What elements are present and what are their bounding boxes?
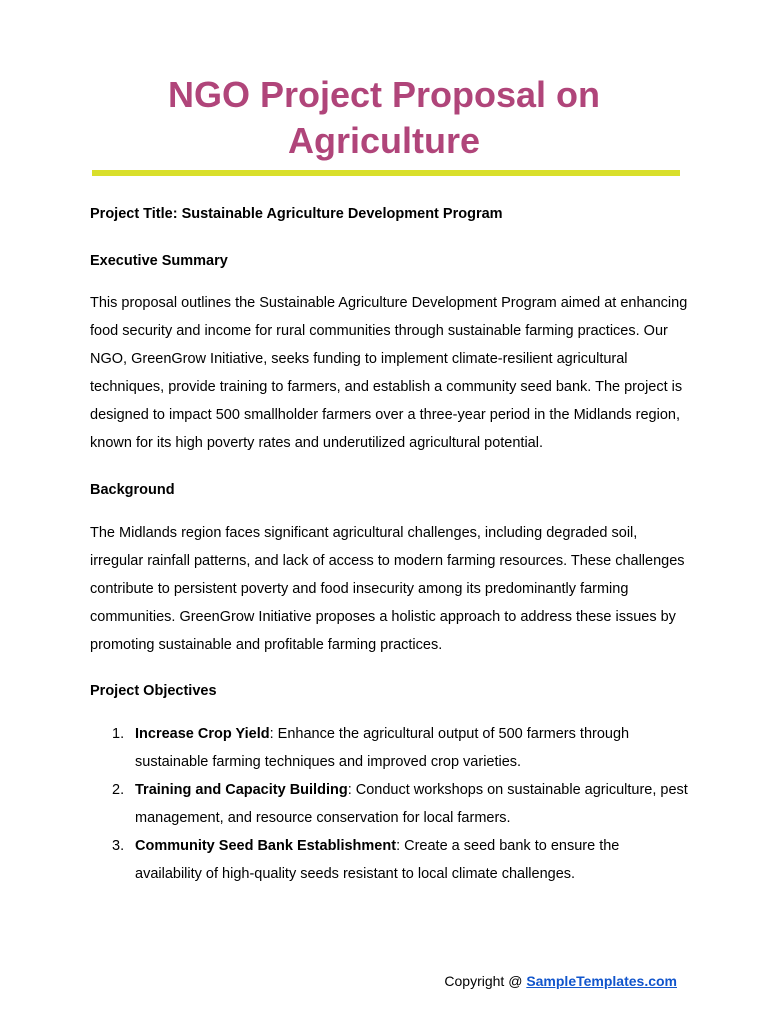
objective-number: 1.	[112, 726, 125, 742]
objective-number: 3.	[112, 838, 125, 854]
sampletemplates-link[interactable]: SampleTemplates.com	[526, 973, 677, 989]
executive-summary-heading: Executive Summary	[90, 253, 228, 269]
objectives-list	[90, 720, 690, 888]
title-divider	[92, 170, 680, 176]
objective-name: Increase Crop Yield	[135, 726, 270, 742]
project-title: Project Title: Sustainable Agriculture Development Program	[90, 206, 503, 222]
objective-name: Training and Capacity Building	[135, 782, 348, 798]
objective-item	[90, 720, 690, 776]
objective-text: : Enhance the agricultural output of 500 farmers through sustainable farming techniques and improved crop varieties.	[135, 726, 630, 770]
background-text: The Midlands region faces significant agricultural challenges, including degraded soil, irregular rainfall patterns, and lack of access to modern farming resources. These challenges contribute to persistent poverty and food insecurity among its predominantly farming communities. GreenGrow Initiative proposes a holistic approach to address these issues by promoting sustainable and profitable farming practices.	[90, 525, 685, 653]
objective-text: : Conduct workshops on sustainable agriculture, pest management, and resource conservation for local farmers.	[135, 782, 688, 826]
objective-text: : Create a seed bank to ensure the availability of high-quality seeds resistant to local climate challenges.	[135, 838, 620, 882]
objectives-heading: Project Objectives	[90, 683, 217, 699]
objective-item	[90, 776, 690, 832]
executive-summary-text: This proposal outlines the Sustainable Agriculture Development Program aimed at enhancing food security and income for rural communities through sustainable farming practices. Our NGO, GreenGrow Initiative, seeks funding to implement climate-resilient agricultural techniques, provide training to farmers, and establish a community seed bank. The project is designed to impact 500 smallholder farmers over a three-year period in the Midlands region, known for its high poverty rates and underutilized agricultural potential.	[90, 295, 688, 451]
document-body	[90, 200, 690, 888]
objective-number: 2.	[112, 782, 125, 798]
document-title: NGO Project Proposal on Agriculture	[167, 74, 601, 161]
objective-name: Community Seed Bank Establishment	[135, 838, 397, 854]
objective-item	[90, 832, 690, 888]
background-heading: Background	[90, 482, 175, 498]
copyright-footer	[444, 970, 677, 992]
copyright-text: Copyright @	[444, 973, 527, 989]
